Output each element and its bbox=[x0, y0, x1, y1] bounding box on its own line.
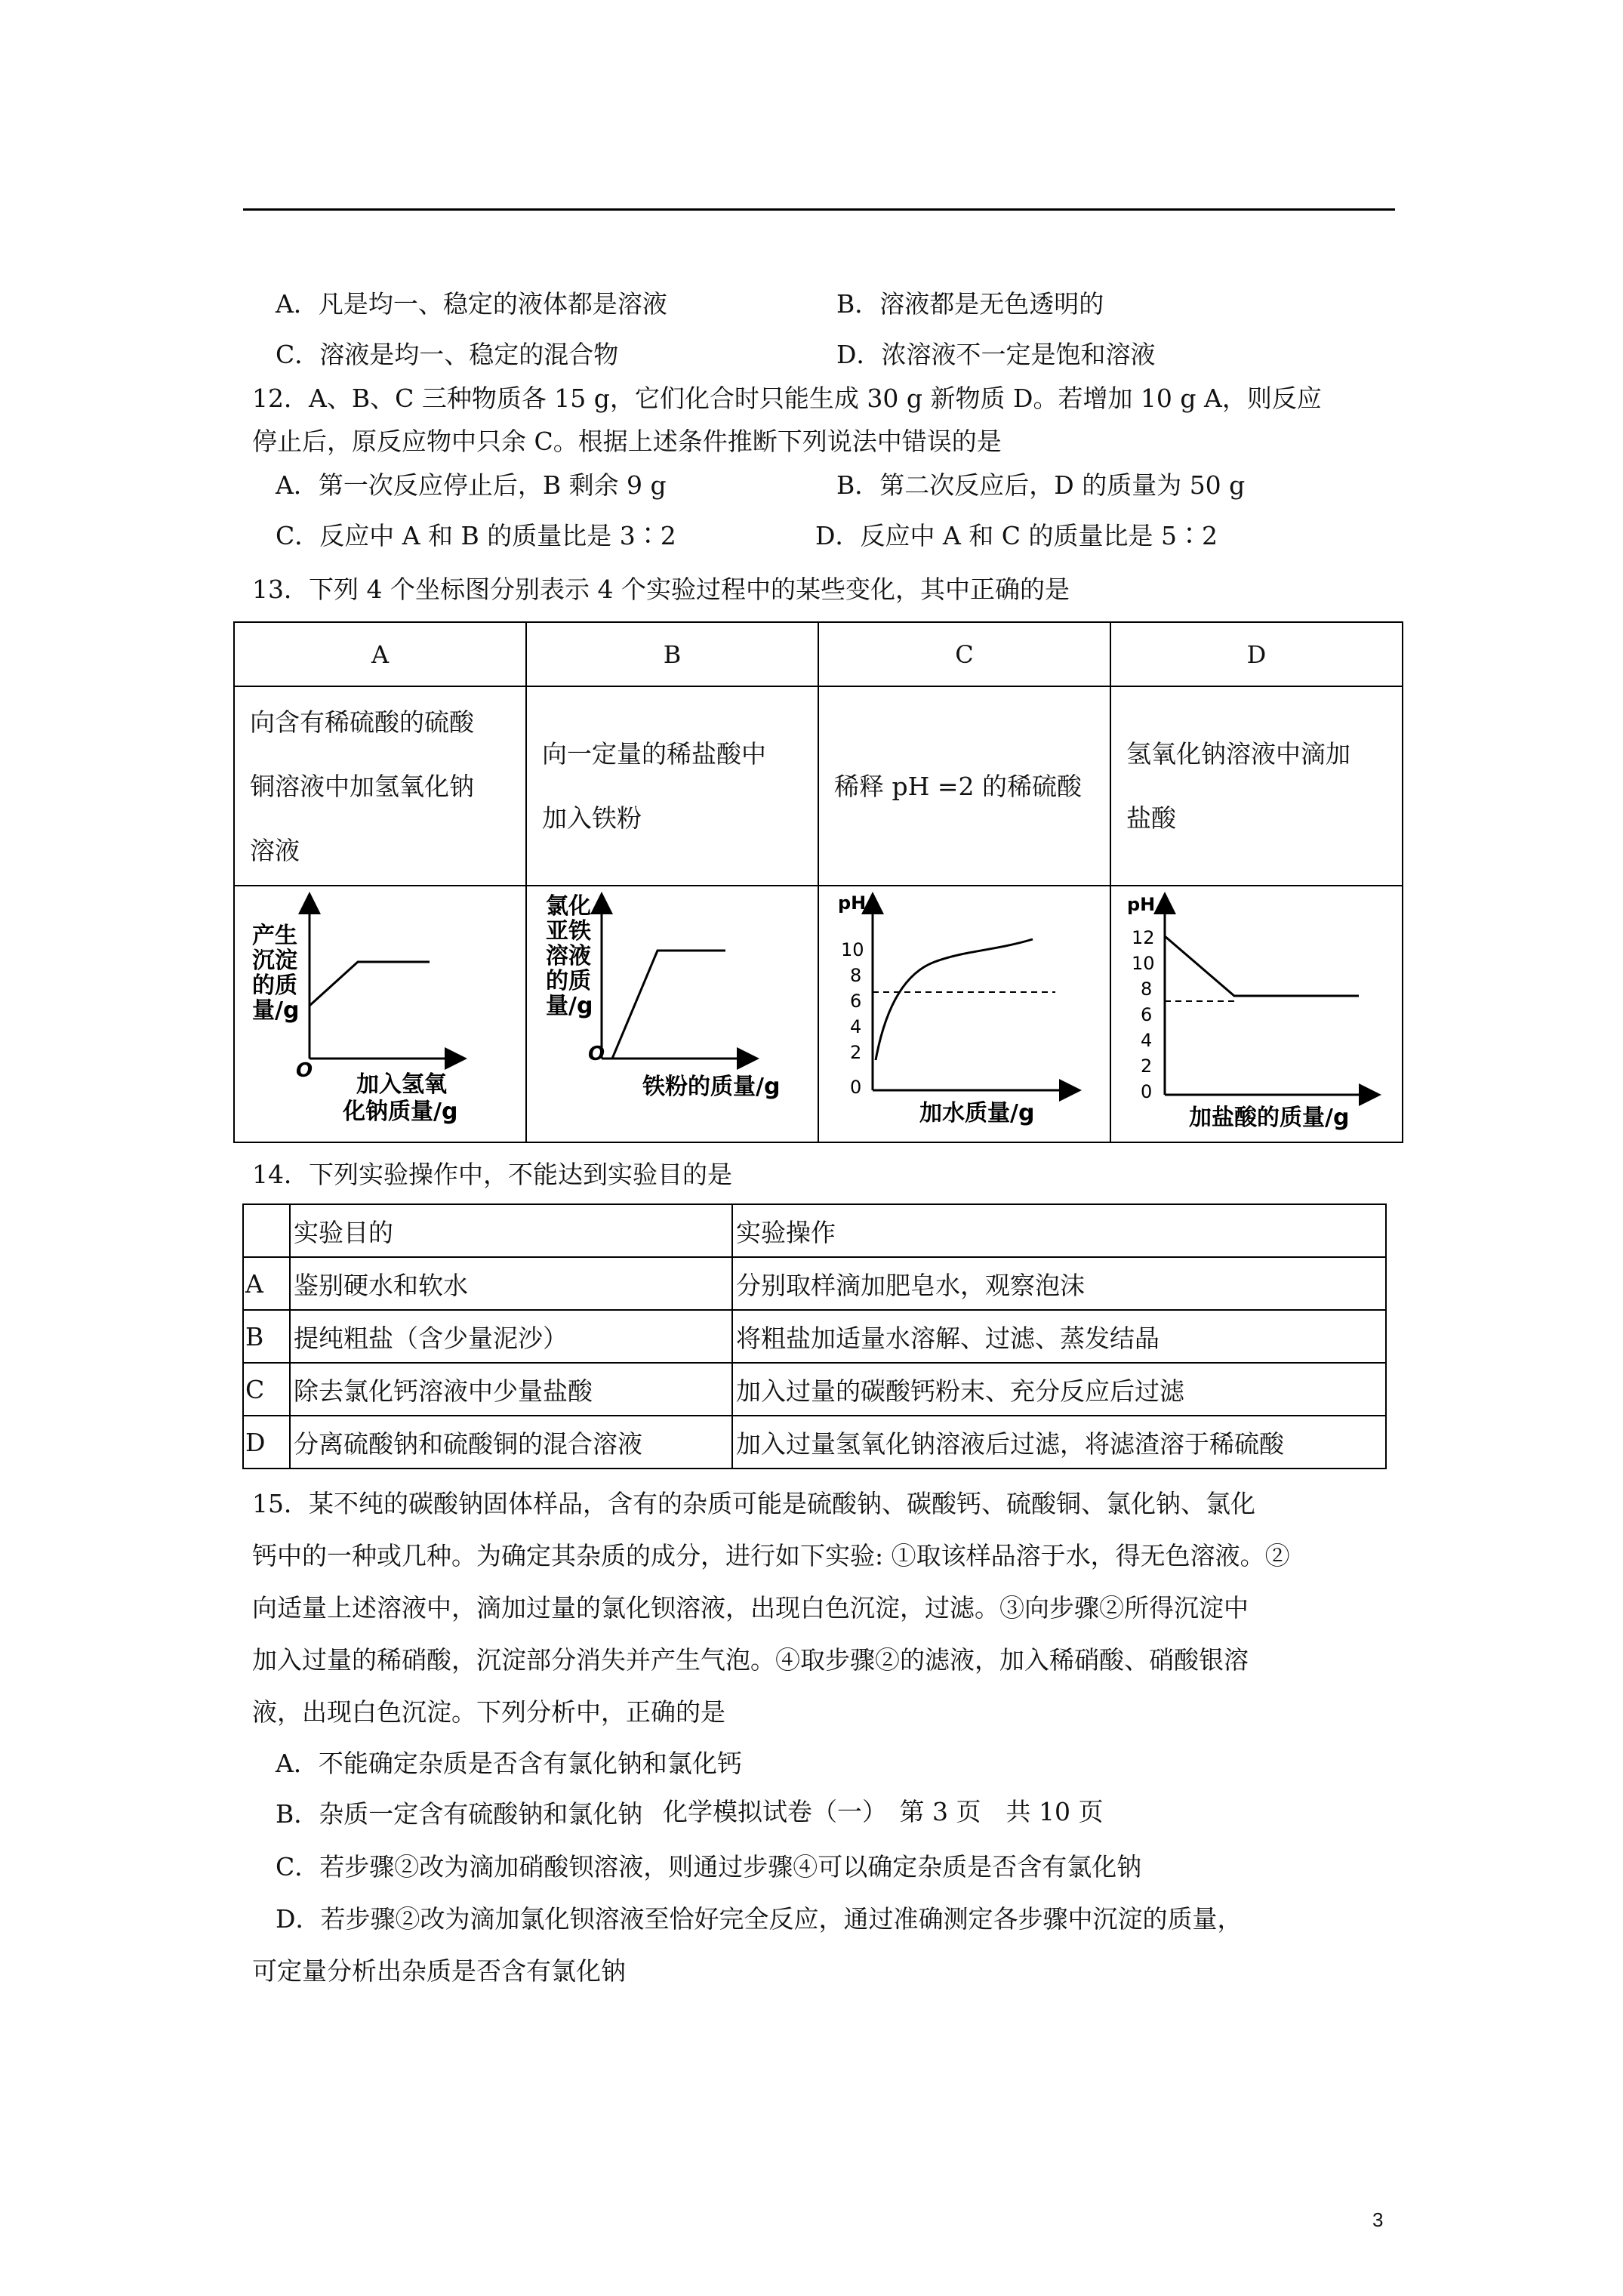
q13-graph-c bbox=[821, 886, 1108, 1136]
graph-a-curve bbox=[310, 962, 430, 1006]
q14-row-label: B bbox=[243, 1310, 290, 1363]
q14-row-d bbox=[243, 1416, 1386, 1469]
q14-row-purpose: 鉴别硬水和软水 bbox=[290, 1257, 732, 1310]
q14-row-c bbox=[243, 1363, 1386, 1416]
graph-d-tick: 0 bbox=[1140, 1081, 1152, 1102]
graph-c-tick: 6 bbox=[849, 991, 861, 1012]
q13-header-b: B bbox=[526, 622, 818, 686]
q13-graph-d-cell bbox=[1110, 886, 1403, 1142]
q15-stem-line2: 钙中的一种或几种。为确定其杂质的成分，进行如下实验: ①取该样品溶于水，得无色溶液。② bbox=[252, 1541, 1290, 1570]
page-footer: 化学模拟试卷（一） 第 3 页 共 10 页 bbox=[663, 1797, 1104, 1826]
q13-desc-b bbox=[526, 686, 818, 886]
q13-graph-c-cell bbox=[818, 886, 1110, 1142]
q11-option-c: C．溶液是均一、稳定的混合物 bbox=[276, 340, 619, 369]
graph-b-origin: O bbox=[587, 1043, 605, 1065]
graph-a-ylabel-3: 的质 bbox=[251, 972, 297, 999]
graph-a-ylabel-2: 沉淀 bbox=[251, 948, 297, 974]
q14-header-purpose: 实验目的 bbox=[290, 1204, 732, 1257]
q13-graph-b-cell bbox=[526, 886, 818, 1142]
q14-row-label: A bbox=[243, 1257, 290, 1310]
graph-c-xlabel: 加水质量/g bbox=[919, 1100, 1034, 1126]
q12-option-b: B．第二次反应后，D 的质量为 50 g bbox=[836, 470, 1246, 500]
graph-c-tick: 4 bbox=[849, 1016, 861, 1037]
q13-desc-a-line3: 溶液 bbox=[250, 835, 300, 865]
q15-stem-line3: 向适量上述溶液中，滴加过量的氯化钡溶液，出现白色沉淀，过滤。③向步骤②所得沉淀中 bbox=[252, 1593, 1249, 1623]
q13-table bbox=[233, 621, 1403, 1143]
q13-desc-d bbox=[1110, 686, 1403, 886]
q12-stem-line1: 12．A、B、C 三种物质各 15 g，它们化合时只能生成 30 g 新物质 D。若增加 10 g A，则反应 bbox=[252, 384, 1322, 413]
graph-d-curve bbox=[1165, 936, 1359, 996]
q13-desc-d-line2: 盐酸 bbox=[1126, 803, 1176, 833]
graph-d-tick: 10 bbox=[1131, 953, 1155, 974]
q14-row-purpose: 除去氯化钙溶液中少量盐酸 bbox=[290, 1363, 732, 1416]
q14-row-purpose: 分离硫酸钠和硫酸铜的混合溶液 bbox=[290, 1416, 732, 1469]
q15-option-b: B．杂质一定含有硫酸钠和氯化钠 bbox=[276, 1799, 643, 1829]
q14-row-operation: 分别取样滴加肥皂水，观察泡沫 bbox=[732, 1257, 1386, 1310]
graph-c-tick: 10 bbox=[840, 939, 864, 960]
q13-desc-c bbox=[818, 686, 1110, 886]
q14-row-a bbox=[243, 1257, 1386, 1310]
q13-desc-b-line2: 加入铁粉 bbox=[542, 803, 642, 833]
q15-option-d-line2: 可定量分析出杂质是否含有氯化钠 bbox=[252, 1956, 626, 1986]
graph-d-tick: 8 bbox=[1140, 978, 1152, 1000]
q13-header-a: A bbox=[234, 622, 526, 686]
graph-c-tick: 0 bbox=[849, 1077, 861, 1098]
q13-desc-a-line2: 铜溶液中加氢氧化钠 bbox=[250, 771, 474, 801]
q13-header-d: D bbox=[1110, 622, 1403, 686]
q15-option-c: C．若步骤②改为滴加硝酸钡溶液，则通过步骤④可以确定杂质是否含有氯化钠 bbox=[276, 1852, 1142, 1881]
q13-desc-a-line1: 向含有稀硫酸的硫酸 bbox=[250, 707, 474, 737]
q12-option-a: A．第一次反应停止后，B 剩余 9 g bbox=[276, 470, 667, 500]
q14-row-label: C bbox=[243, 1363, 290, 1416]
q13-graph-d bbox=[1113, 886, 1400, 1136]
q15-option-d-line1: D．若步骤②改为滴加氯化钡溶液至恰好完全反应，通过准确测定各步骤中沉淀的质量， bbox=[276, 1904, 1243, 1934]
q13-desc-d-line1: 氢氧化钠溶液中滴加 bbox=[1126, 739, 1350, 769]
q12-option-c: C．反应中 A 和 B 的质量比是 3∶2 bbox=[276, 521, 676, 550]
q12-stem-line2: 停止后，原反应物中只余 C。根据上述条件推断下列说法中错误的是 bbox=[252, 427, 1002, 456]
q14-row-label: D bbox=[243, 1416, 290, 1469]
graph-a-ylabel-4: 量/g bbox=[251, 997, 299, 1024]
graph-b-ylabel-3: 溶液 bbox=[545, 943, 591, 969]
q11-option-b: B．溶液都是无色透明的 bbox=[836, 289, 1104, 319]
graph-d-tick: 2 bbox=[1140, 1056, 1152, 1077]
q14-table bbox=[242, 1203, 1387, 1469]
q15-stem-line1: 15．某不纯的碳酸钠固体样品，含有的杂质可能是硫酸钠、碳酸钙、硫酸铜、氯化钠、氯化 bbox=[252, 1489, 1255, 1518]
q13-stem: 13．下列 4 个坐标图分别表示 4 个实验过程中的某些变化，其中正确的是 bbox=[252, 575, 1070, 604]
graph-d-tick: 12 bbox=[1131, 927, 1155, 948]
q15-stem-line5: 液，出现白色沉淀。下列分析中，正确的是 bbox=[252, 1697, 725, 1727]
graph-d-ylabel: pH bbox=[1126, 894, 1155, 915]
q13-desc-c-line1: 稀释 pH =2 的稀硫酸 bbox=[834, 771, 1083, 801]
graph-b-ylabel-1: 氯化 bbox=[545, 893, 591, 920]
q13-desc-b-line1: 向一定量的稀盐酸中 bbox=[542, 739, 766, 769]
graph-d-xlabel: 加盐酸的质量/g bbox=[1188, 1105, 1349, 1131]
q14-row-b bbox=[243, 1310, 1386, 1363]
q14-header-blank bbox=[243, 1204, 290, 1257]
graph-b-curve bbox=[612, 951, 725, 1059]
q13-header-c: C bbox=[818, 622, 1110, 686]
q15-option-a: A．不能确定杂质是否含有氯化钠和氯化钙 bbox=[276, 1749, 742, 1778]
graph-b-ylabel-4: 的质 bbox=[545, 968, 591, 994]
q14-header-operation: 实验操作 bbox=[732, 1204, 1386, 1257]
q12-option-d: D．反应中 A 和 C 的质量比是 5∶2 bbox=[815, 521, 1218, 550]
q13-graph-a-cell bbox=[234, 886, 526, 1142]
graph-a-origin: O bbox=[295, 1059, 313, 1082]
graph-a-xlabel-2: 化钠质量/g bbox=[342, 1099, 457, 1125]
q14-stem: 14．下列实验操作中，不能达到实验目的是 bbox=[252, 1160, 732, 1189]
page-number: 3 bbox=[1372, 2208, 1384, 2231]
graph-b-xlabel: 铁粉的质量/g bbox=[642, 1074, 780, 1100]
graph-c-tick: 2 bbox=[849, 1042, 861, 1063]
graph-a-xlabel-1: 加入氢氧 bbox=[356, 1071, 447, 1098]
graph-d-tick: 6 bbox=[1140, 1004, 1152, 1025]
q11-option-d: D．浓溶液不一定是饱和溶液 bbox=[836, 340, 1156, 369]
q13-graph-b bbox=[529, 886, 816, 1136]
graph-c-ylabel: pH bbox=[837, 892, 866, 914]
graph-d-tick: 4 bbox=[1140, 1030, 1152, 1051]
graph-a-ylabel-1: 产生 bbox=[251, 923, 297, 949]
q11-option-a: A．凡是均一、稳定的液体都是溶液 bbox=[276, 289, 667, 319]
q14-row-operation: 将粗盐加适量水溶解、过滤、蒸发结晶 bbox=[732, 1310, 1386, 1363]
q14-row-purpose: 提纯粗盐（含少量泥沙） bbox=[290, 1310, 732, 1363]
q13-desc-a bbox=[234, 686, 526, 886]
header-rule bbox=[243, 208, 1395, 211]
q13-graph-a bbox=[237, 886, 524, 1136]
graph-b-ylabel-5: 量/g bbox=[545, 993, 593, 1019]
graph-b-ylabel-2: 亚铁 bbox=[545, 918, 591, 945]
graph-c-tick: 8 bbox=[849, 965, 861, 986]
q14-row-operation: 加入过量的碳酸钙粉末、充分反应后过滤 bbox=[732, 1363, 1386, 1416]
q15-stem-line4: 加入过量的稀硝酸，沉淀部分消失并产生气泡。④取步骤②的滤液，加入稀硝酸、硝酸银溶 bbox=[252, 1645, 1249, 1675]
graph-c-curve bbox=[876, 939, 1033, 1060]
q14-row-operation: 加入过量氢氧化钠溶液后过滤，将滤渣溶于稀硫酸 bbox=[732, 1416, 1386, 1469]
